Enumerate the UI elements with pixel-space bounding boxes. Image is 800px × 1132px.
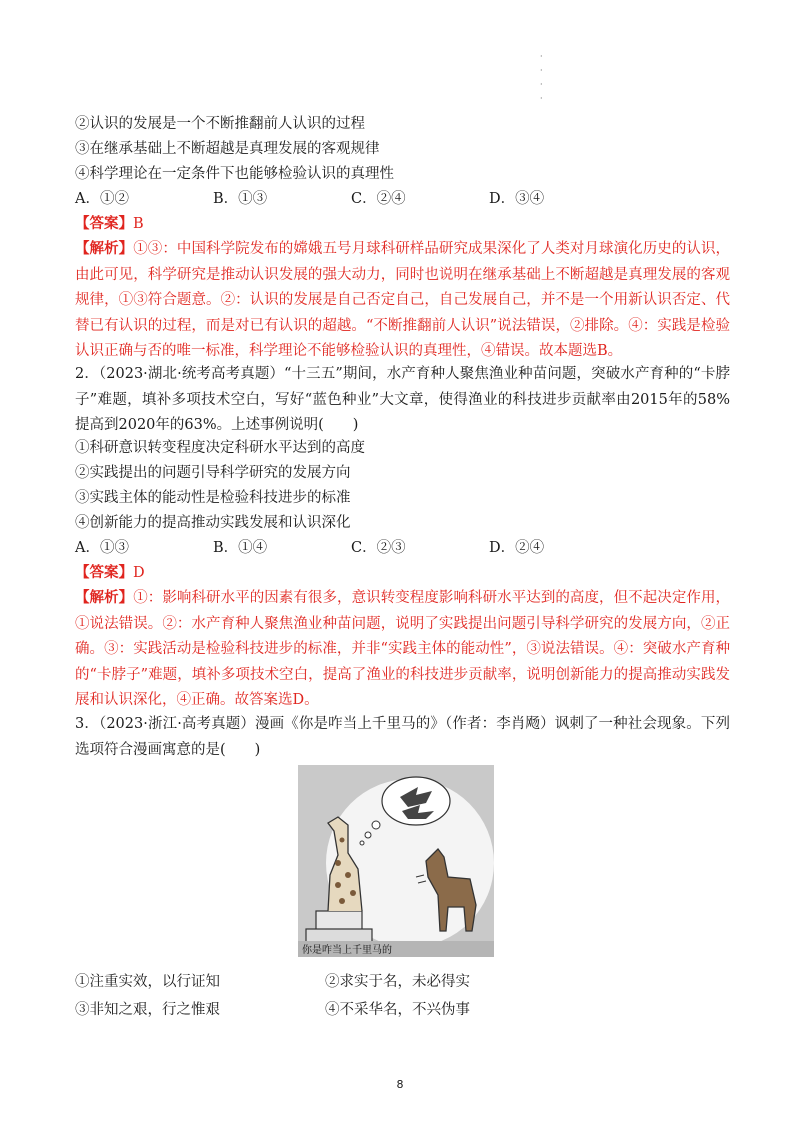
q2-choice-a: A．①③: [75, 540, 129, 556]
answer-label: 【答案】: [75, 215, 133, 232]
q2-option-line: ④创新能力的提高推动实践发展和认识深化: [75, 515, 351, 531]
q1-choice-d: D．③④: [489, 191, 545, 207]
analysis-text: ①③：中国科学院发布的嫦娥五号月球科研样品研究成果深化了人类对月球演化历史的认识，由此可见，科学研究是推动认识发展的强大动力，同时也说明在继承基础上不断超越是真理发展的客观规律，①③符合题意。②：认识的发展是自己否定自己，自己发展自己，并不是一个用新认识否定、代替已有认识的过程，而是对已有认识的超越。“不断推翻前人认识”说法错误，②排除。④：实践是检验认识正确与否的唯一标准，科学理论不能够检验认识的真理性，④错误。故本题选B。: [75, 241, 731, 359]
q1-choice-b: B．①③: [213, 191, 268, 207]
q1-option-line: ③在继承基础上不断超越是真理发展的客观规律: [75, 141, 380, 157]
q2-option-line: ①科研意识转变程度决定科研水平达到的高度: [75, 440, 365, 456]
q1-choice-c: C．②④: [351, 191, 406, 207]
q1-choice-a: A．①②: [75, 191, 129, 207]
cartoon-caption: 你是咋当上千里马的: [302, 945, 392, 956]
q3-option: ①注重实效，以行证知: [75, 974, 220, 990]
q2-choice-d: D．②④: [489, 540, 545, 556]
q2-option-line: ③实践主体的能动性是检验科技进步的标准: [75, 490, 351, 506]
q2-choice-c: C．②③: [351, 540, 406, 556]
q2-analysis: [75, 585, 730, 714]
analysis-label: 【解析】: [75, 589, 134, 606]
q1-answer: [75, 214, 144, 234]
q3-stem: 3．（2023·浙江·高考真题）漫画《你是咋当上千里马的》（作者：李肖飏）讽刺了一种社会现象。下列选项符合漫画寓意的是( ): [75, 716, 730, 758]
q2-choice-b: B．①④: [213, 540, 268, 556]
q2-answer: [75, 563, 145, 583]
q1-option-line: ④科学理论在一定条件下也能够检验认识的真理性: [75, 166, 394, 182]
cartoon-illustration: [298, 765, 494, 957]
answer-label: 【答案】: [75, 564, 133, 581]
q3-option: ③非知之艰，行之惟艰: [75, 1002, 220, 1018]
q3-option: ④不采华名，不兴伪事: [325, 1002, 470, 1018]
answer-value: B: [133, 216, 144, 232]
q2-stem: 2．（2023·湖北·统考高考真题）“十三五”期间，水产育种人聚焦渔业种苗问题，突破水产育种的“卡脖子”难题，填补多项技术空白，写好“蓝色种业”大文章，使得渔业的科技进步贡献率由2015年的58%提高到2020年的63%。上述事例说明( ): [75, 366, 730, 433]
q2-option-line: ②实践提出的问题引导科学研究的发展方向: [75, 465, 351, 481]
margin-dots: · · · ·: [540, 52, 543, 103]
q1-analysis: [75, 236, 730, 365]
page-number: 8: [396, 1078, 404, 1091]
answer-value: D: [133, 565, 145, 581]
analysis-text: ①：影响科研水平的因素有很多，意识转变程度影响科研水平达到的高度，但不起决定作用，①说法错误。②：水产育种人聚焦渔业种苗问题，说明了实践提出问题引导科学研究的发展方向，②正确。③：实践活动是检验科技进步的标准，并非“实践主体的能动性”，③说法错误。④：突破水产育种的“卡脖子”难题，填补多项技术空白，提高了渔业的科技进步贡献率，说明创新能力的提高推动实践发展和认识深化，④正确。故答案选D。: [75, 590, 731, 708]
q1-option-line: ②认识的发展是一个不断推翻前人认识的过程: [75, 116, 365, 132]
q3-option: ②求实于名，未必得实: [325, 974, 470, 990]
analysis-label: 【解析】: [75, 240, 134, 257]
